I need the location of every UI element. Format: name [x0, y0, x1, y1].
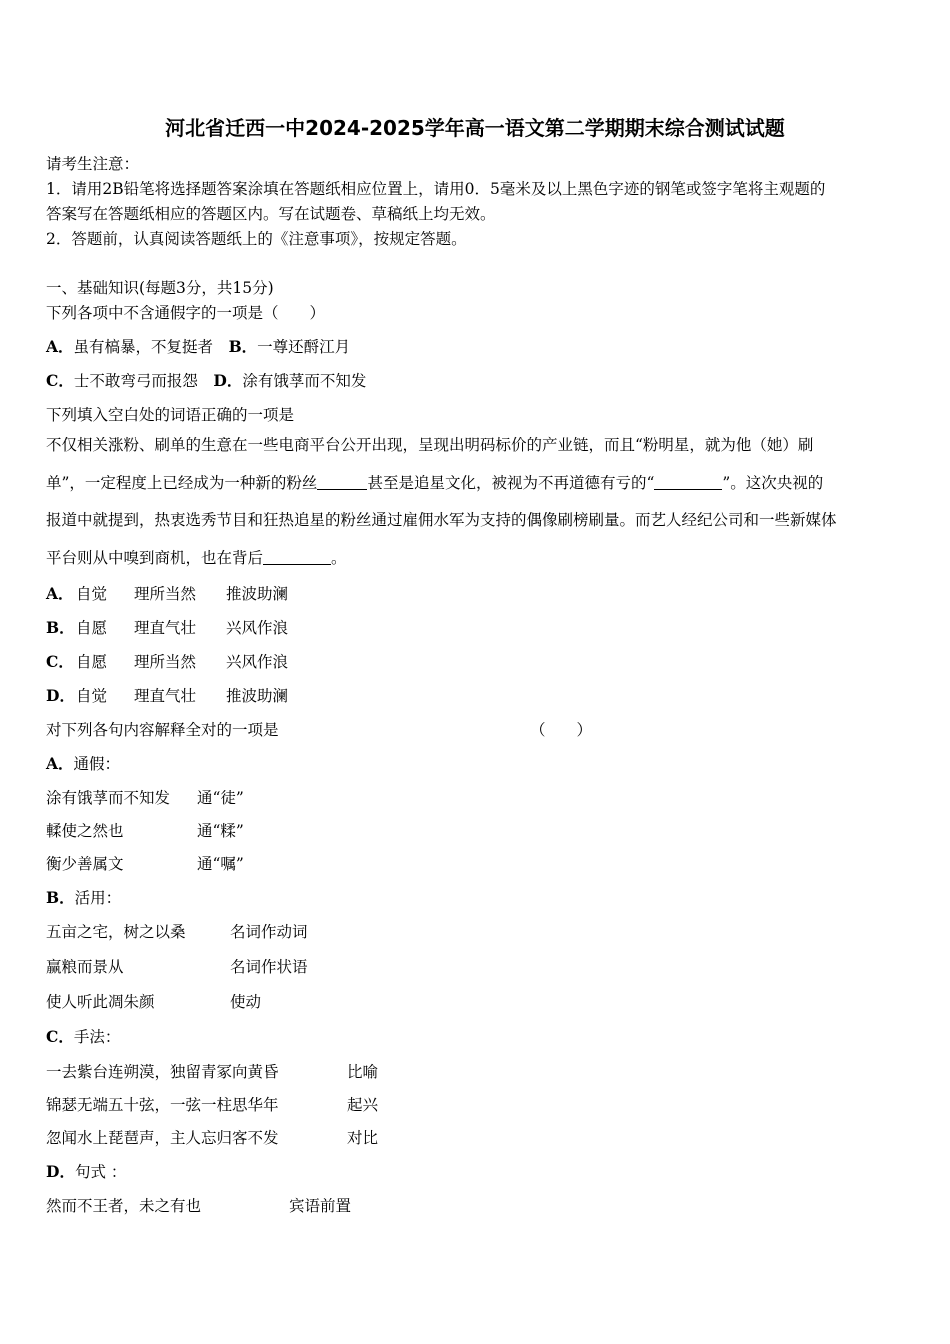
q2-option-c: C． 自愿 理所当然 兴风作浪	[46, 652, 289, 671]
q3-c-row: 一去紫台连朔漠，独留青冢向黄昏	[46, 1063, 279, 1081]
q3-b-row-explanation: 名词作状语	[230, 958, 308, 976]
q2-passage-line-2: 单”，一定程度上已经成为一种新的粉丝 甚至是追星文化，被视为不再道德有亏的“ ”。这次央视的	[46, 473, 824, 492]
section-heading: 一、基础知识(每题3分，共15分)	[46, 279, 274, 297]
q3-c-row-explanation: 起兴	[347, 1096, 379, 1114]
q2-passage-line-1: 不仅相关涨粉、刷单的生意在一些电商平台公开出现，呈现出明码标价的产业链，而且“粉明星，就为他（她）刷	[46, 436, 814, 454]
q2-passage-line-4: 平台则从中嗅到商机，也在背后 。	[46, 548, 347, 567]
q3-option-c-heading: C．手法：	[46, 1027, 121, 1046]
blank-3	[263, 548, 331, 565]
notice-heading: 请考生注意：	[46, 155, 140, 173]
q2-option-b: B．自愿 理直气壮 兴风作浪	[46, 618, 289, 637]
q3-c-row-explanation: 比喻	[347, 1063, 379, 1081]
q3-a-row: 涂有饿莩而不知发	[46, 789, 171, 807]
q3-b-row: 赢粮而景从	[46, 958, 124, 976]
q2-option-a: A． 自觉 理所当然 推波助澜	[46, 584, 289, 603]
q3-option-b-heading: B．活用：	[46, 888, 122, 907]
q3-a-row-explanation: 通“徒”	[197, 789, 244, 807]
blank-1	[317, 473, 367, 490]
notice-item-1-line-2: 答案写在答题纸相应的答题区内。写在试题卷、草稿纸上均无效。	[46, 205, 496, 223]
q1-option-d-text: 涂有饿莩而不知发	[242, 372, 367, 390]
q3-option-d-heading: D．句式 ：	[46, 1162, 127, 1181]
q3-a-row-explanation: 通“糅”	[197, 822, 244, 840]
q3-c-row: 忽闻水上琵琶声，主人忘归客不发	[46, 1129, 279, 1147]
q1-options-row-2	[46, 369, 366, 391]
notice-item-1-line-1: 1．请用2B铅笔将选择题答案涂填在答题纸相应位置上，请用0．5毫米及以上黑色字迹的钢笔或签字笔将主观题的	[46, 180, 826, 198]
q3-c-row-explanation: 对比	[347, 1129, 379, 1147]
q3-d-row: 然而不王者，未之有也	[46, 1197, 202, 1215]
q1-stem: 下列各项中不含通假字的一项是（ ）	[46, 304, 326, 322]
notice-item-2: 2．答题前，认真阅读答题纸上的《注意事项》，按规定答题。	[46, 230, 467, 248]
q1-option-b-text: 一尊还酹江月	[257, 338, 351, 356]
q3-b-row: 使人听此凋朱颜	[46, 993, 155, 1011]
q3-a-row-explanation: 通“嘱”	[197, 855, 244, 873]
q2-passage	[46, 427, 904, 577]
q3-a-row: 輮使之然也	[46, 822, 124, 840]
q3-b-row-explanation: 使动	[230, 993, 262, 1011]
q3-stem: 对下列各句内容解释全对的一项是	[46, 721, 279, 739]
q1-option-c-text: 士不敢弯弓而报怨	[73, 372, 198, 390]
q3-b-row-explanation: 名词作动词	[230, 923, 308, 941]
q3-b-row: 五亩之宅，树之以桑	[46, 923, 186, 941]
q2-passage-line-3: 报道中就提到，热衷选秀节目和狂热追星的粉丝通过雇佣水军为支持的偶像刷榜刷量。而艺人经纪公司和一些新媒体	[46, 511, 837, 529]
q1-option-a-text: 虽有槁暴，不复挺者	[73, 338, 214, 356]
q3-option-a-heading: A．通假：	[46, 754, 121, 773]
q1-options-row-1	[46, 335, 350, 357]
page-title: 河北省迁西一中2024-2025学年高一语文第二学期期末综合测试试题	[165, 116, 785, 140]
q3-answer-bracket: （ ）	[530, 721, 593, 739]
q2-stem: 下列填入空白处的词语正确的一项是	[46, 406, 295, 424]
q3-d-row-explanation: 宾语前置	[289, 1197, 352, 1215]
blank-2	[654, 473, 722, 490]
q3-c-row: 锦瑟无端五十弦，一弦一柱思华年	[46, 1096, 279, 1114]
q1-option-d-label: D．	[213, 371, 243, 390]
q1-option-c-label: C．	[46, 371, 74, 390]
q1-option-b-label: B．	[228, 337, 258, 356]
q3-a-row: 衡少善属文	[46, 855, 124, 873]
q1-option-a-label: A．	[46, 337, 74, 356]
q2-option-d: D．自觉 理直气壮 推波助澜	[46, 686, 289, 705]
